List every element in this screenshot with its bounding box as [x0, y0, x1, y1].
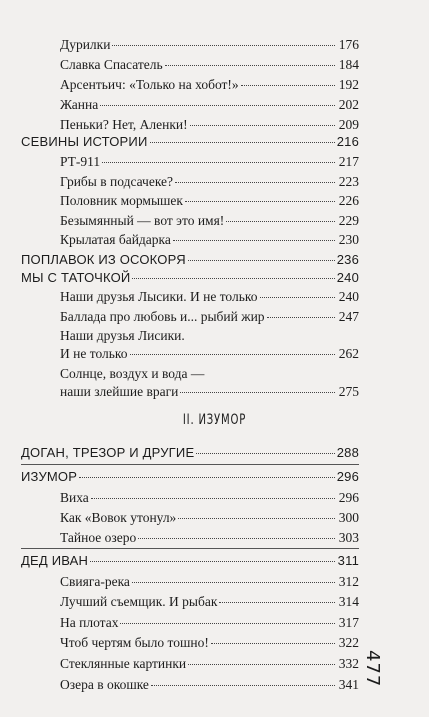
toc-entry-title: Славка Спасатель — [60, 57, 163, 72]
toc-entry — [60, 656, 359, 672]
part-heading: II. ИЗУМОР — [182, 412, 247, 428]
toc-entry-title: Пеньки? Нет, Аленки! — [60, 117, 188, 132]
toc-entry-title: РТ-911 — [60, 154, 101, 169]
toc-entry — [60, 289, 359, 305]
toc-section — [21, 270, 359, 286]
toc-section-title: МЫ С ТАТОЧКОЙ — [21, 270, 131, 285]
toc-entry-title: Чтоб чертям было тошно! — [60, 635, 209, 650]
toc-section — [21, 134, 359, 150]
toc-entry — [60, 57, 359, 73]
toc-entry-page: 296 — [338, 490, 359, 505]
dot-leader — [150, 142, 335, 143]
toc-entry — [60, 594, 359, 610]
toc-entry — [60, 615, 359, 631]
dot-leader — [219, 602, 335, 603]
dot-leader — [241, 85, 335, 86]
toc-entry — [60, 193, 359, 209]
toc-entry — [60, 232, 359, 248]
toc-entry — [60, 154, 359, 170]
toc-entry — [60, 213, 359, 229]
dot-leader — [211, 643, 335, 644]
toc-entry — [60, 37, 359, 53]
page-number: 477 — [362, 650, 383, 688]
dot-leader — [188, 260, 335, 261]
toc-entry-page: 202 — [338, 97, 359, 112]
dot-leader — [165, 65, 335, 66]
toc-section-title: ПОПЛАВОК ИЗ ОСОКОРЯ — [21, 252, 186, 267]
dot-leader — [260, 297, 335, 298]
toc-entry — [60, 510, 359, 526]
dot-leader — [100, 105, 335, 106]
toc-entry-page: 314 — [338, 594, 359, 609]
toc-entry-page: 184 — [338, 57, 359, 72]
toc-entry-page: 275 — [338, 384, 359, 399]
toc-entry-page: 296 — [336, 469, 359, 484]
toc-entry-title: Половник мормышек — [60, 193, 183, 208]
dot-leader — [267, 317, 335, 318]
toc-entry — [60, 677, 359, 693]
dot-leader — [91, 498, 335, 499]
section-rule — [21, 464, 359, 465]
toc-entry — [60, 97, 359, 113]
toc-entry-page: 247 — [338, 309, 359, 324]
toc-entry-page: 223 — [338, 174, 359, 189]
toc-entry-page: 240 — [336, 270, 359, 285]
toc-entry-title: Тайное озеро — [60, 530, 137, 545]
dot-leader — [132, 278, 334, 279]
toc-entry-title: И не только — [60, 346, 128, 361]
toc-entry-title: Дурилки — [60, 37, 111, 52]
toc-entry — [60, 574, 359, 590]
toc-entry-title: Лучший съемщик. И рыбак — [60, 594, 218, 609]
toc-section — [21, 553, 359, 569]
toc-entry-title: Как «Вовок утонул» — [60, 510, 177, 525]
dot-leader — [173, 240, 335, 241]
toc-entry — [60, 635, 359, 651]
toc-entry-line — [60, 366, 359, 382]
toc-entry-title: Озера в окошке — [60, 677, 149, 692]
toc-entry-title: Безымянный — вот это имя! — [60, 213, 225, 228]
dot-leader — [79, 477, 335, 478]
toc-entry-title: Наши друзья Лысики. И не только — [60, 289, 258, 304]
toc-entry — [60, 530, 359, 546]
toc-entry-line — [60, 328, 359, 344]
dot-leader — [112, 45, 335, 46]
toc-entry-page: 312 — [338, 574, 359, 589]
toc-entry-page: 311 — [337, 553, 359, 568]
toc-entry-title: Жанна — [60, 97, 99, 112]
toc-entry-page: 332 — [338, 656, 359, 671]
toc-section-title: ИЗУМОР — [21, 469, 78, 484]
toc-entry-title: наши злейшие враги — [60, 384, 179, 399]
dot-leader — [102, 162, 335, 163]
toc-entry-page: 192 — [338, 77, 359, 92]
dot-leader — [188, 664, 335, 665]
section-rule — [21, 548, 359, 549]
toc-entry-page: 341 — [338, 677, 359, 692]
toc-entry-page: 262 — [338, 346, 359, 361]
toc-section — [21, 252, 359, 268]
dot-leader — [151, 685, 335, 686]
toc-entry-title: Виха — [60, 490, 89, 505]
dot-leader — [90, 561, 335, 562]
toc-entry — [60, 117, 359, 133]
toc-entry-title: Свияга-река — [60, 574, 130, 589]
toc-entry-page: 230 — [338, 232, 359, 247]
toc-entry-title: Стеклянные картинки — [60, 656, 187, 671]
toc-entry-page: 217 — [338, 154, 359, 169]
dot-leader — [130, 354, 335, 355]
toc-entry-page: 176 — [338, 37, 359, 52]
dot-leader — [132, 582, 335, 583]
toc-entry-page: 300 — [338, 510, 359, 525]
toc-entry-page: 236 — [336, 252, 359, 267]
dot-leader — [120, 623, 335, 624]
dot-leader — [185, 201, 335, 202]
toc-entry — [60, 384, 359, 400]
dot-leader — [138, 538, 335, 539]
toc-entry-page: 216 — [336, 134, 359, 149]
toc-entry-title: На плотах — [60, 615, 119, 630]
toc-entry — [60, 77, 359, 93]
toc-entry-page: 317 — [338, 615, 359, 630]
toc-entry — [60, 346, 359, 362]
toc-entry — [60, 490, 359, 506]
dot-leader — [196, 453, 334, 454]
toc-entry-title: Наши друзья Лисики. — [60, 328, 185, 343]
toc-section-title: ДЕД ИВАН — [21, 553, 89, 568]
toc-entry-page: 229 — [338, 213, 359, 228]
toc-entry-page: 240 — [338, 289, 359, 304]
toc-entry-title: Арсентьич: «Только на хобот!» — [60, 77, 239, 92]
toc-entry-title: Баллада про любовь и... рыбий жир — [60, 309, 265, 324]
toc-section-title: СЕВИНЫ ИСТОРИИ — [21, 134, 148, 149]
dot-leader — [178, 518, 335, 519]
toc-entry-page: 322 — [338, 635, 359, 650]
toc-entry-title: Солнце, воздух и вода — — [60, 366, 205, 381]
toc-entry-title: Крылатая байдарка — [60, 232, 171, 247]
toc-entry-page: 288 — [336, 445, 359, 460]
toc-entry — [60, 309, 359, 325]
toc-entry — [60, 174, 359, 190]
toc-entry-page: 226 — [338, 193, 359, 208]
dot-leader — [226, 221, 335, 222]
toc-entry-page: 303 — [338, 530, 359, 545]
dot-leader — [190, 125, 335, 126]
toc-section — [21, 469, 359, 485]
toc-entry-title: Грибы в подсачеке? — [60, 174, 174, 189]
toc-entry-page: 209 — [338, 117, 359, 132]
dot-leader — [180, 392, 335, 393]
dot-leader — [175, 182, 335, 183]
toc-section-title: ДОГАН, ТРЕЗОР И ДРУГИЕ — [21, 445, 195, 460]
toc-section — [21, 445, 359, 461]
